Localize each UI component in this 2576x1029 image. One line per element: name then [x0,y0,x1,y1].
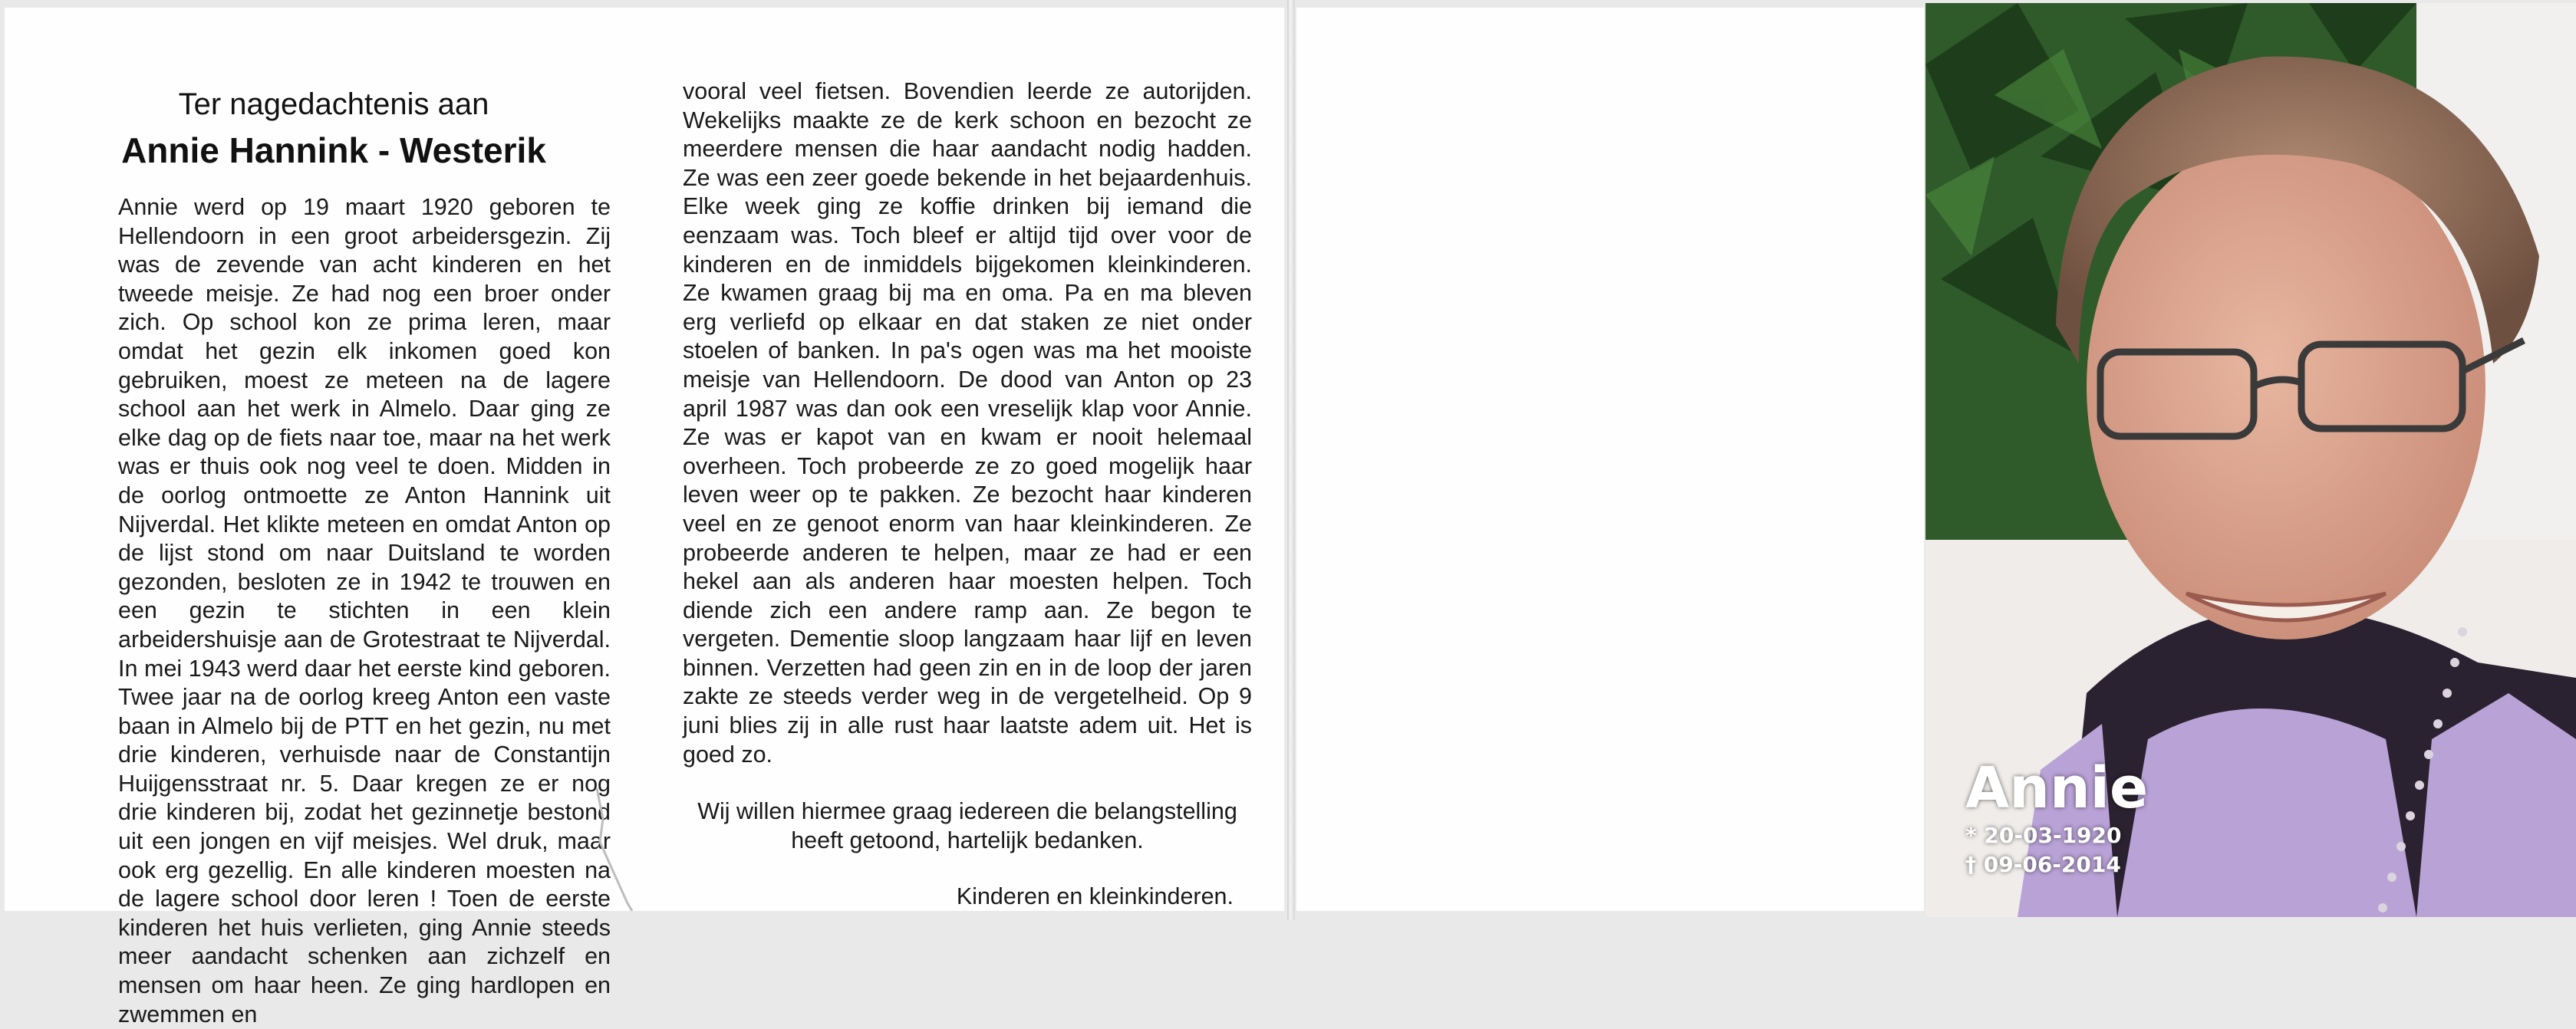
photo-caption [1965,755,2148,879]
caption-first-name: Annie [1965,755,2149,821]
biography-text-2: vooral veel fietsen. Bovendien leerde ze autorijden. Wekelijks maakte ze de kerk schoon en bezocht ze meerdere mensen die haar aandacht nodig hadden. Ze was een zeer goede bekende in het bejaardenhuis. Elke week ging ze koffie drinken bij iemand die eenzaam was. Toch bleef er altijd tijd over voor de kinderen en de inmiddels bijgekomen kleinkinderen. Ze kwamen graag bij ma en oma. Pa en ma bleven erg verliefd op elkaar en dat staken ze niet onder stoelen of banken. In pa's ogen was ma het mooiste meisje van Hellendoorn. De dood van Anton op 23 april 1987 was dan ook een vreselijk klap voor Annie. Ze was er kapot van en kwam er nooit helemaal overheen. Toch probeerde ze zo goed mogelijk haar leven weer op te pakken. Ze bezocht haar kinderen veel en ze genoot enorm van haar kleinkinderen. Ze probeerde anderen te helpen, maar ze had er een hekel aan als anderen haar moesten helpen. Toch diende zich een andere ramp aan. Ze begon te vergeten. Dementie sloop langzaam haar lijf en leven binnen. Verzetten had geen zin en in de loop der jaren zakte ze steeds verder weg in de vergetelheid. Op 9 juni blies zij in alle rust haar laatste adem uit. Het is goed zo. [683,78,1252,768]
biography-column-1 [118,193,611,1029]
birth-date: * 20-03-1920 [1965,823,2122,848]
memorial-heading [83,83,585,175]
memorial-card-blank-back [1296,8,1924,911]
biography-column-2 [683,77,1252,912]
thanks-text: Wij willen hiermee graag iedereen die belangstelling heeft getoond, hartelijk bedanken. [697,798,1237,853]
memorial-intro: Ter nagedachtenis aan [178,87,489,121]
death-date: † 09-06-2014 [1965,852,2121,877]
card-fold [1287,0,1295,920]
deceased-name: Annie Hannink - Westerik [121,130,546,170]
biography-text-1: Annie werd op 19 maart 1920 geboren te Hellendoorn in een groot arbeidersgezin. Zij was de zevende van acht kinderen en het tweede meisje. Ze had nog een broer onder zich. Op school kon ze prima leren, maar omdat het gezin elk inkomen goed kon gebruiken, moest ze meteen na de lagere school aan het werk in Almelo. Daar ging ze elke dag op de fiets naar toe, maar na het werk was er thuis ook nog veel te doen. Midden in de oorlog ontmoette ze Anton Hannink uit Nijverdal. Het klikte meteen en omdat Anton op de lijst stond om naar Duitsland te worden gezonden, besloten ze in 1942 te trouwen en een gezin te stichten in een klein arbeidershuisje aan de Grotestraat te Nijverdal. In mei 1943 werd daar het eerste kind geboren. Twee jaar na de oorlog kreeg Anton een vaste baan in Almelo bij de PTT en het gezin, nu met drie kinderen, verhuisde naar de Constantijn Huijgensstraat nr. 5. Daar kregen ze er nog drie kinderen bij, zodat het gezinnetje bestond uit een jongen en vijf meisjes. Wel druk, maar ook erg gezellig. En alle kinderen moesten na de lagere school door leren ! Toen de eerste kinderen het huis verlieten, ging Annie steeds meer aandacht schenken aan zichzelf en mensen om haar heen. Ze ging hardlopen en zwemmen en [118,194,611,1027]
signature-text: Kinderen en kleinkinderen. [956,883,1234,910]
paper-tear [574,788,643,911]
